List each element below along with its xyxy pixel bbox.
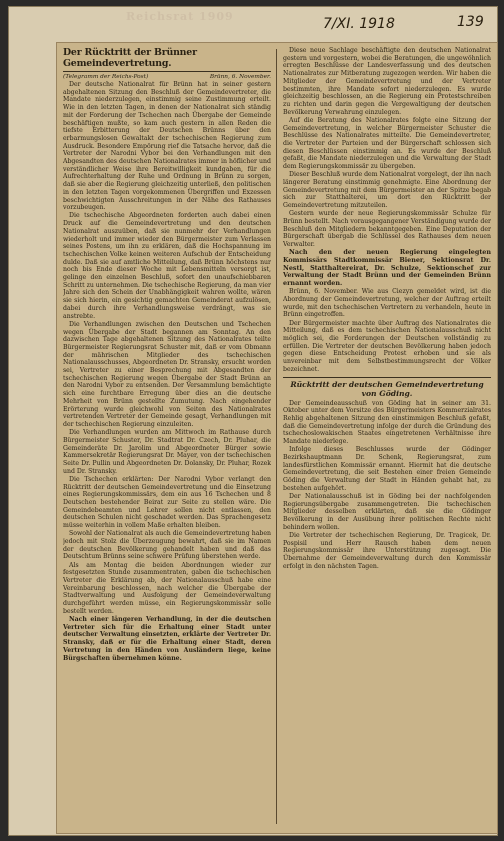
source-line: (Telegramm der Reichs-Post) — [63, 74, 149, 80]
paragraph: Der Bürgermeister machte über Auftrag des Nationalrates die Mitteilung, daß es dem tschechischen Nationalausschuß nicht möglich sei, die Forderungen der Deutschen vollständig zu erfüllen. Die Vertreter der deutschen Bevölkerung haben jedoch gegen diese Entscheidung Protest erhoben und sie als unvereinbar mit dem Selbstbestimmungsrecht der Völker bezeichnet. — [283, 319, 491, 373]
paragraph: Die Vertreter der tschechischen Regierung, Dr. Tragicek, Dr. Pospisil und Herr Rausch haben dem neuen Regierungskommissär ihre Unterstützung zugesagt. Die Übernahme der Gemeindeverwaltung durch den Kommissär erfolgt in den nächsten Tagen. — [283, 531, 491, 570]
paragraph: Der Gemeindeausschuß von Göding hat in seiner am 31. Oktober unter dem Vorsitze des Bürgermeisters Kommerzialrates Rehlig abgehaltenen Sitzung den einstimmigen Beschluß gefaßt, daß die Gemeindevertretung infolge der durch die Gründung des tschechoslowakischen Staates eingetretenen Verhältnisse ihre Mandate niederlege. — [283, 399, 491, 446]
dateline: Brünn, 6. November. — [209, 74, 271, 80]
paragraph: Als am Montag die beiden Abordnungen wieder zur festgesetzten Stunde zusammentraten, gaben die tschechischen Vertreter die Erklärung ab, der Nationalausschuß habe eine Vereinbarung beschlossen, nach welcher die Übergabe der Stadtverwaltung und Ausfolgung der Gemeindeverwaltung durchgeführt werden müsse, ein Regierungskommissär solle bestellt werden. — [63, 561, 271, 615]
left-column — [63, 47, 271, 827]
paragraph: Der Nationalausschuß ist in Göding bei der nachfolgenden Regierungsübergabe zusammengetreten. Die tschechischen Mitglieder desselben erklärten, daß sie die Gödinger Bevölkerung in der Ausübung ihrer politischen Rechte nicht behindern wollen. — [283, 492, 491, 531]
paragraph: Der deutsche Nationalrat für Brünn hat in seiner gestern abgehaltenen Sitzung den Beschluß der Gemeindevertreter, die Mandate niederzulegen, einstimmig seine Zustimmung erteilt. Wie in den letzten Tagen, in denen der Nationalrat sich ständig mit der Forderung der Tschechen nach Übergabe der Gemeinde beschäftigen mußte, so kam auch gestern in allen Reden die tiefste Erbitterung der Deutschen Brünns über den erbarmungslosen Gewaltakt der tschechischen Regierung zum Ausdruck. Besondere Empörung rief die Tatsache hervor, daß die Vertreter der Narodni Vybor bei den Verhandlungen mit den Abgesandten des deutschen Nationalrates immer in höflicher und verständlicher Weise ihre Bereitwilligkeit kundgaben, für die Aufrechterhaltung der Ruhe und Ordnung in Brünn zu sorgen, daß sie aber die Regierung gleichzeitig unterließ, den politischen in den letzten Tagen vorgekommenen Übergriffen und Exzessen beschwichtigten Ausschreitungen in der Nähe des Rathauses vorzubeugen. — [63, 81, 271, 212]
right-column — [283, 47, 491, 827]
handwritten-date: 7/XI. 1918 — [323, 16, 395, 32]
scan-sheet — [8, 6, 498, 836]
newspaper-clipping — [56, 42, 498, 834]
paragraph: Die Verhandlungen zwischen den Deutschen und Tschechen wegen Übergabe der Stadt begannen am Sonntag. An den dazwischen Tage abgehaltenen Sitzung des Nationalrates teilte Bürgermeister Regierungsrat Schuster mit, daß er vom Obmann der mährischen Mitglieder des tschechischen Nationalausschusses, Abgeordneten Dr. Stransky, ersucht worden sei, Vertreter zu einer Besprechung mit Abgesandten der tschechischen Regierung wegen Übergabe der Stadt Brünn an den Narodni Vybor zu entsenden. Der Versammlung bemächtigte sich eine furchtbare Erregung über dies an die deutsche Mehrheit von Brünn gestellte Zumutung. Nach eingehender Erörterung wurde gleichwohl von Seiten des Nationalrates vertretenden Vertreter der Gemeinde gesagt, Verhandlungen mit der tschechischen Regierung einzuleiten. — [63, 320, 271, 428]
second-article-title: Rücktritt der deutschen Gemeindevertretung von Göding. — [283, 377, 491, 398]
column-divider — [276, 49, 277, 824]
notice-paragraph: Nach den der neuen Regierung eingelegten Kommissärs Stadtkommissär Biener, Sektionsrat Dr. Nestl, Statthaltereirat, Dr. Schulze, Sektionschef zur Verwaltung der Stadt Brünn und der Gemeinden Brünn ernannt worden. — [283, 248, 491, 288]
paragraph: Infolge dieses Beschlusses wurde der Gödinger Bezirkshauptmann Dr. Schenk, Regierungsrat, zum landesfürstlichen Kommissär ernannt. Hiermit hat die deutsche Gemeindevertretung, die seit Bestehen einer freien Gemeinde Göding die Verwaltung der Stadt in Händen gehabt hat, zu bestehen aufgehört. — [283, 446, 491, 492]
article-title: Der Rücktritt der Brünner Gemeindevertretung. — [63, 47, 271, 72]
paragraph: Brünn, 6. November. Wie aus Ciezyn gemeldet wird, ist die Abordnung der Gemeindevertretung, welcher der Auftrag erteilt wurde, mit den tschechischen Vertretern zu verhandeln, heute in Brünn eingetroffen. — [283, 288, 491, 319]
paragraph: Auf die Beratung des Nationalrates folgte eine Sitzung der Gemeindevertretung, in welcher Bürgermeister Schuster die Beschlüsse des Nationalrates mitteilte. Die Gemeindevertreter, die Vertreter der Parteien und der Bürgerschaft schlossen sich diesen Beschlüssen einstimmig an. Es wurde der Beschluß gefaßt, die Mandate niederzulegen und die Verwaltung der Stadt dem Regierungskommissär zu übergeben. — [283, 116, 491, 171]
paragraph: Gestern wurde der neue Regierungskommissär Schulze für Brünn bestellt. Nach vorausgegangener Verständigung wurde der Beschluß den Mitgliedern bekanntgegeben. Eine Deputation der Bürgerschaft übergab die Schlüssel des Rathauses dem neuen Verwalter. — [283, 210, 491, 249]
archive-stamp: Reichsrat 1909 — [126, 10, 234, 23]
paragraph: Dieser Beschluß wurde dem Nationalrat vorgelegt, der ihn nach längerer Beratung einstimmig genehmigte. Eine Abordnung der Gemeindevertretung mit dem Bürgermeister an der Spitze begab sich zur Statthalterei, um dort den Rücktritt der Gemeindevertretung mitzuteilen. — [283, 171, 491, 210]
paragraph: Die Tschechen erklärten: Der Narodni Vybor verlangt den Rücktritt der deutschen Gemeindevertretung und die Einsetzung eines Regierungskommissärs, dem ein aus 16 Tschechen und 8 Deutschen bestehender Beirat zur Seite zu stellen wäre. Die Gemeindebeamten und Lehrer sollen nicht entlassen, den deutschen Schulen nicht geschadet werden. Das Sprachengesetz müsse weiterhin in vollem Maße erhalten bleiben. — [63, 475, 271, 530]
paragraph: Die tschechische Abgeordneten forderten auch dabei einen Druck auf die Gemeindevertretung und den deutschen Nationalrat auszuüben, daß sie nunmehr der Verhandlungen wiederholt und immer wieder den Bürgermeister zum Verlassen seines Postens, um ihn zu erklären, daß die Hochspannung im tschechischen Volke keinen weiteren Aufschub der Entscheidung dulde. Daß sie auf amtliche Mitteilung, daß Brünn höchstens nur noch bis Ende dieser Woche mit Lebensmitteln versorgt ist, gelinge den einzelnen Beschluß, sofort den unaufschiebbaren Schritt zu unternehmen. Die tschechische Regierung, da man vier Jahre sich den Schein der Unabhängigkeit wahren wollte, wären sie sich hierin, ein gesichtig gemachten Gemeinderat aufzulösen, dabei durch ihre Verhandlungsweise verdrängt, was sie anstrebte. — [63, 212, 271, 320]
page-number: 139 — [457, 14, 484, 30]
paragraph: Die Verhandlungen wurden am Mittwoch im Rathause durch Bürgermeister Schuster, Dr. Stadtrat Dr. Czech, Dr. Pluhar, die Gemeinderäte Dr. Jarolim und Abgeordneter Bürger sowie Kammersekretär Regierungsrat Dr. Mayer, von der tschechischen Seite Dr. Pullin und Abgeordneten Dr. Dolansky, Dr. Pluhar, Rozek und Dr. Stransky. — [63, 429, 271, 475]
paragraph: Sowohl der Nationalrat als auch die Gemeindevertretung haben jedoch mit Stolz die Überzeugung bewahrt, daß sie im Namen der deutschen Bevölkerung gehandelt haben und daß das Deutschtum Brünns seine schwere Prüfung überstehen werde. — [63, 530, 271, 561]
article-source — [63, 74, 271, 81]
paragraph: Nach einer längeren Verhandlung, in der die deutschen Vertreter sich für die Erhaltung einer Stadt unter deutscher Verwaltung einsetzten, erklärte der Vertreter Dr. Stransky, daß er für die Erhaltung einer Stadt, deren Vertretung in den Händen von Ausländern liege, keine Bürgschaften übernehmen könne. — [63, 616, 271, 662]
paragraph: Diese neue Sachlage beschäftigte den deutschen Nationalrat gestern und vorgestern, wobei die Beratungen, die ungewöhnlich erregten Beschlüsse der Landesverfassung und des deutschen Nationalrates zur Mitberatung zugezogen werden. Wir haben die Mitglieder der Gemeindevertretung und der Vertreter bestimmten, ihre Mandate sofort niederzulegen. Es wurde gleichzeitig beschlossen, an die Regierung ein Protestschreiben zu richten und darin gegen die Vergewaltigung der deutschen Bevölkerung Verwahrung einzulegen. — [283, 47, 491, 116]
